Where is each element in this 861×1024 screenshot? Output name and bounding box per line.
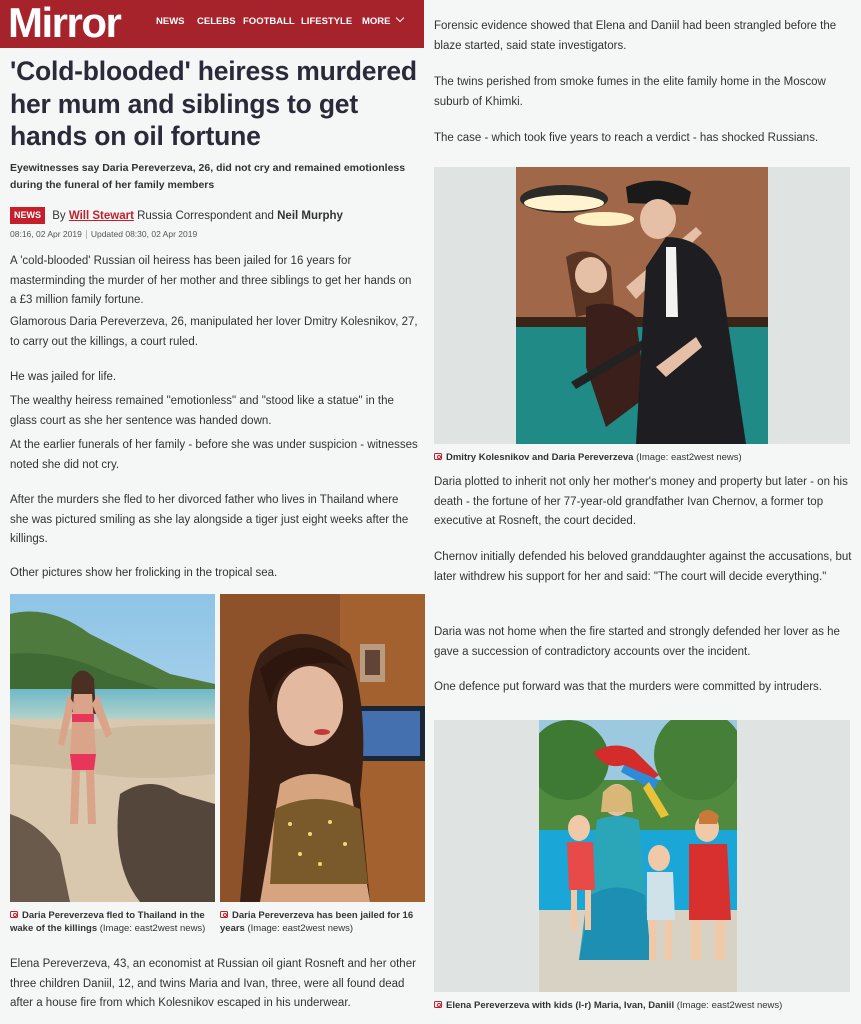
nav-news[interactable]: NEWS	[156, 16, 185, 27]
author-link-will-stewart[interactable]: Will Stewart	[68, 210, 134, 222]
caption-family	[434, 999, 854, 1012]
camera-icon	[434, 453, 442, 460]
paragraph: Other pictures show her frolicking in the tropical sea.	[10, 567, 278, 579]
nav-celebs[interactable]: CELEBS	[197, 16, 236, 27]
paragraph: After the murders she fled to her divorced father who lives in Thailand where she was pictured smiling as she lay alongside a tiger just eight weeks after the killings.	[10, 494, 409, 545]
mirror-logo[interactable]: Mirror	[8, 0, 121, 46]
article-headline: 'Cold-blooded' heiress murdered her mum and siblings to get hands on oil fortune	[10, 56, 417, 151]
left-column	[0, 0, 426, 1024]
byline	[10, 207, 343, 225]
author-role: Russia Correspondent and	[137, 210, 274, 222]
photo-beach[interactable]	[10, 594, 215, 902]
camera-icon	[220, 911, 228, 918]
nav-more[interactable]	[362, 0, 403, 44]
caption-text: Daria Pereverzeva fled to Thailand in the wake of the killings	[10, 910, 205, 934]
caption-credit: (Image: east2west news)	[99, 923, 206, 934]
couple-photo-image	[516, 167, 768, 444]
caption-couple	[434, 451, 854, 464]
paragraph: Chernov initially defended his beloved granddaughter against the accusations, but later withdrew his support for her and said: "The court will decide everything."	[434, 551, 852, 583]
paragraph: At the earlier funerals of her family - before she was under suspicion - witnesses noted she did not cry.	[10, 439, 418, 471]
family-photo-image	[539, 720, 737, 992]
paragraph: Glamorous Daria Pereverzeva, 26, manipulated her lover Dmitry Kolesnikov, 27, to carry out the killings, a court ruled.	[10, 316, 418, 348]
right-column	[426, 0, 861, 1024]
article-standfirst: Eyewitnesses say Daria Pereverzeva, 26, did not cry and remained emotionless during the funeral of her family members	[10, 162, 406, 191]
caption-portrait	[220, 909, 425, 935]
article-dates	[10, 228, 197, 240]
paragraph: The case - which took five years to reach a verdict - has shocked Russians.	[434, 132, 819, 144]
caption-text: Dmitry Kolesnikov and Daria Pereverzeva	[446, 452, 634, 463]
nav-lifestyle[interactable]: LIFESTYLE	[301, 16, 353, 27]
paragraph: Forensic evidence showed that Elena and Daniil had been strangled before the blaze started, said state investigators.	[434, 20, 837, 52]
camera-icon	[10, 911, 18, 918]
paragraph: The wealthy heiress remained "emotionless" and "stood like a statue" in the glass court as she her sentence was handed down.	[10, 395, 394, 427]
photo-couple[interactable]	[516, 167, 768, 444]
portrait-photo-image	[220, 594, 425, 902]
paragraph: The twins perished from smoke fumes in the elite family home in the Moscow suburb of Khimki.	[434, 76, 826, 108]
paragraph: Elena Pereverzeva, 43, an economist at Russian oil giant Rosneft and her other three children Daniil, 12, and twins Maria and Ivan, three, were all found dead after a house fire from which Kolesnikov escaped in his underwear.	[10, 958, 416, 1009]
site-header	[0, 0, 424, 48]
chevron-down-icon	[395, 14, 403, 22]
photo-portrait[interactable]	[220, 594, 425, 902]
news-badge[interactable]: NEWS	[10, 207, 45, 224]
caption-text: Daria Pereverzeva has been jailed for 16 years	[220, 910, 414, 934]
author-neil-murphy: Neil Murphy	[277, 210, 343, 222]
nav-football[interactable]: FOOTBALL	[243, 16, 295, 27]
caption-beach	[10, 909, 215, 935]
paragraph: One defence put forward was that the murders were committed by intruders.	[434, 681, 822, 693]
paragraph: Daria plotted to inherit not only her mother's money and property but later - on his death - the fortune of her 77-year-old grandfather Ivan Chernov, a former top executive at Rosneft, the court decided.	[434, 476, 848, 527]
updated-time: Updated 08:30, 02 Apr 2019	[90, 229, 198, 239]
camera-icon	[434, 1001, 442, 1008]
beach-photo-image	[10, 594, 215, 902]
caption-text: Elena Pereverzeva with kids (l-r) Maria, Ivan, Daniil	[446, 1000, 675, 1011]
caption-credit: (Image: east2west news)	[676, 1000, 783, 1011]
published-time: 08:16, 02 Apr 2019	[10, 229, 82, 239]
paragraph: Daria was not home when the fire started and strongly defended her lover as he gave a succession of contradictory accounts over the incident.	[434, 626, 840, 658]
nav-more-label: MORE	[362, 16, 391, 27]
byline-by: By	[52, 210, 66, 222]
photo-family[interactable]	[539, 720, 737, 992]
caption-credit: (Image: east2west news)	[636, 452, 742, 463]
paragraph: He was jailed for life.	[10, 371, 117, 383]
caption-credit: (Image: east2west news)	[247, 923, 354, 934]
paragraph: A 'cold-blooded' Russian oil heiress has been jailed for 16 years for masterminding the murder of her mother and three siblings to get her hands on a £3 million family fortune.	[10, 255, 412, 306]
